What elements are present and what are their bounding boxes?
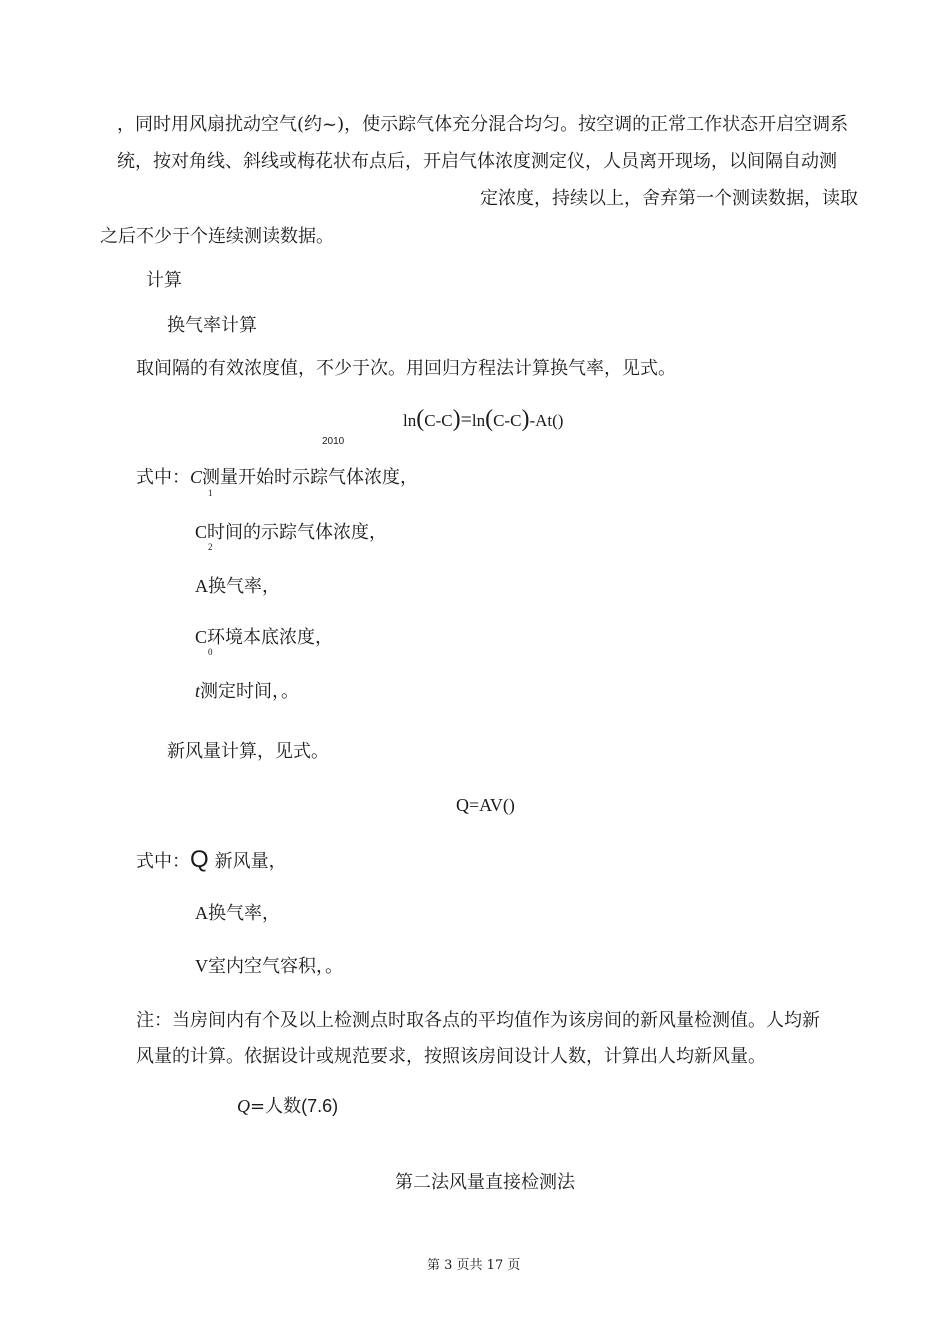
- page-footer: 第 3 页共 17 页: [427, 1258, 521, 1273]
- formula-paren: ): [452, 406, 461, 432]
- definition-text: 换气率，: [208, 576, 280, 597]
- definition-text: 时间的示踪气体浓度，: [207, 522, 388, 543]
- definition-text: 换气率，: [208, 903, 280, 924]
- formula-air-change: [403, 407, 563, 431]
- definition-c0: [195, 628, 333, 647]
- formula-equals: =: [460, 409, 472, 431]
- definition-a: [195, 577, 280, 596]
- formula-paren: (: [416, 406, 425, 432]
- symbol-q: Q: [237, 1096, 250, 1116]
- equation-number: (): [502, 795, 515, 815]
- paragraph-line: 定浓度，持续以上，舍弃第一个测读数据，读取: [480, 188, 858, 209]
- formula-paren: ): [521, 406, 530, 432]
- paragraph-line: 统，按对角线、斜线或梅花状布点后，开启气体浓度测定仪，人员离开现场，以间隔自动测: [117, 151, 837, 172]
- note-line: 注：当房间内有个及以上检测点时取各点的平均值作为该房间的新风量检测值。人均新: [136, 1010, 820, 1031]
- symbol-c: C: [195, 522, 208, 542]
- formula-per-capita: [237, 1097, 338, 1116]
- symbol-c: C: [190, 467, 203, 487]
- formula-token: -At: [529, 411, 553, 430]
- definition-text: 室内空气容积，。: [208, 956, 343, 977]
- section-title: 第二法风量直接检测法: [395, 1172, 575, 1193]
- paragraph-line: ，同时用风扇扰动空气(约~)，使示踪气体充分混合均匀。按空调的正常工作状态开启空调系: [117, 114, 849, 135]
- definition-text: 环境本底浓度，: [207, 627, 334, 648]
- formula-token: C-C: [493, 411, 522, 430]
- paragraph-line: 之后不少于个连续测读数据。: [100, 226, 334, 247]
- definition-v: [195, 957, 343, 976]
- formula-token: ln: [471, 411, 486, 430]
- formula-paren: (: [485, 406, 494, 432]
- subscript: 0: [208, 647, 213, 657]
- definition-c2: [195, 523, 387, 542]
- equation-number: (): [552, 411, 564, 430]
- formula-token: =人数: [250, 1096, 302, 1117]
- definition-text: 测定时间，。: [200, 681, 300, 702]
- section-heading: 计算: [146, 270, 182, 291]
- definition-text: 新风量，: [214, 851, 287, 872]
- definition-text: 测量开始时示踪气体浓度，: [202, 467, 419, 488]
- symbol-a: A: [195, 903, 208, 923]
- definition-lead: 式中：: [136, 467, 190, 488]
- symbol-c: C: [195, 627, 208, 647]
- symbol-a: A: [195, 576, 208, 596]
- paragraph: 取间隔的有效浓度值，不少于次。用回归方程法计算换气率，见式。: [136, 358, 676, 379]
- subscript: 1: [208, 488, 213, 498]
- definition-q: [136, 848, 287, 872]
- formula-token: C-C: [424, 411, 453, 430]
- subsection-heading: 新风量计算，见式。: [167, 741, 329, 762]
- note-line: 风量的计算。依据设计或规范要求，按照该房间设计人数，计算出人均新风量。: [136, 1046, 766, 1067]
- formula-token: ln: [403, 411, 417, 430]
- symbol-v: V: [195, 956, 208, 976]
- equation-number: (7.6): [301, 1096, 339, 1116]
- formula-token: Q=AV: [456, 795, 503, 815]
- definition-c1: [136, 468, 418, 487]
- definition-t: [195, 682, 299, 701]
- subscript: 2: [208, 542, 213, 552]
- symbol-q: Q: [190, 846, 209, 873]
- symbol-t: t: [195, 681, 201, 701]
- formula-subscripts: 2010: [322, 436, 345, 447]
- definition-a: [195, 904, 280, 923]
- subsection-heading: 换气率计算: [167, 315, 257, 336]
- formula-fresh-air: [456, 796, 515, 814]
- definition-lead: 式中：: [136, 851, 190, 872]
